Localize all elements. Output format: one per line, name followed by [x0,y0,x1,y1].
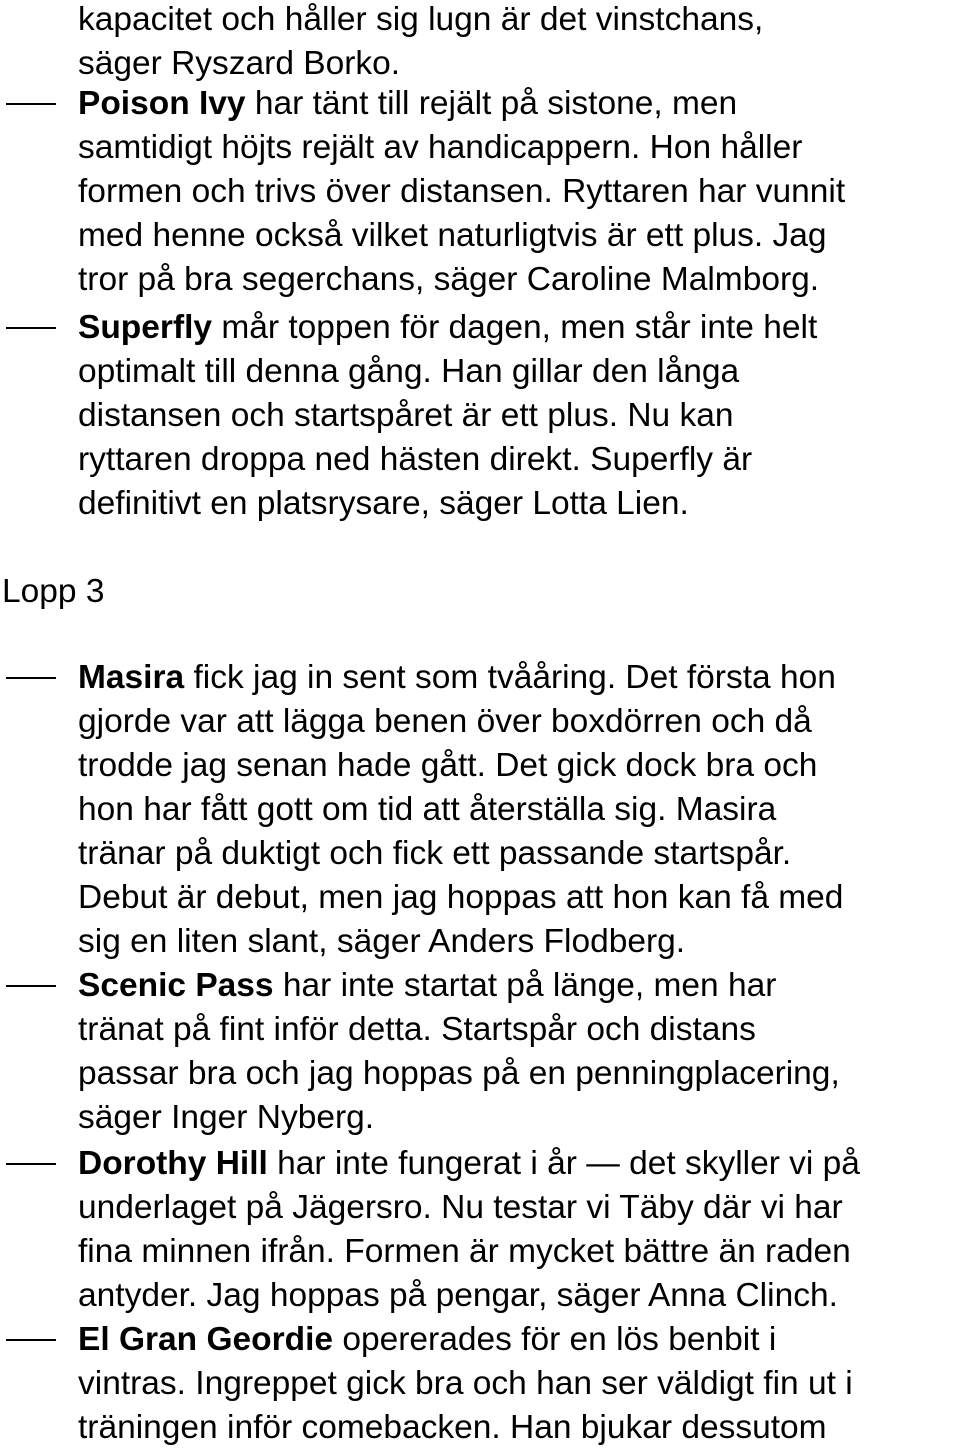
dash-bullet [6,1339,56,1341]
item-text [78,82,960,302]
item-text [78,1142,960,1318]
intro-text: kapacitet och håller sig lugn är det vinstchans, säger Ryszard Borko. [78,1,764,82]
horse-name: El Gran Geordie [78,1321,334,1358]
item-text [78,306,960,526]
item-body: opererades för en lös benbit i vintras. Ingreppet gick bra och han ser väldigt fin ut i träningen inför comebacken. Han bjukar dessutom [78,1321,853,1446]
item-body: mår toppen för dagen, men står inte helt optimalt till denna gång. Han gillar den långa distansen och startspåret är ett plus. Nu kan ryttaren droppa ned hästen direkt. Superfly är definitivt en platsrysare, säger Lotta Lien. [78,309,818,522]
item-text [78,964,960,1140]
horse-name: Masira [78,659,185,696]
horse-name: Poison Ivy [78,85,246,122]
item-body: har inte fungerat i år — det skyller vi på underlaget på Jägersro. Nu testar vi Täby där vi har fina minnen ifrån. Formen är mycket bättre än raden antyder. Jag hoppas på pengar, säger Anna Clinch. [78,1145,860,1314]
horse-name: Dorothy Hill [78,1145,268,1182]
horse-name: Scenic Pass [78,967,274,1004]
item-body: har tänt till rejält på sistone, men samtidigt höjts rejält av handicappern. Hon håller formen och trivs över distansen. Ryttaren har vunnit med henne också vilket naturligtvis är ett plus. Jag tror på bra segerchans, säger Caroline Malmborg. [78,85,846,298]
dash-bullet [6,103,56,105]
item-text [78,656,960,964]
dash-bullet [6,677,56,679]
dash-bullet [6,985,56,987]
dash-bullet [6,1163,56,1165]
item-body: har inte startat på länge, men har tränat på fint inför detta. Startspår och distans passar bra och jag hoppas på en penningplacering, säger Inger Nyberg. [78,967,840,1136]
item-text [78,1318,960,1450]
section-heading: Lopp 3 [2,573,105,610]
item-body: fick jag in sent som tvååring. Det första hon gjorde var att lägga benen över boxdörren och då trodde jag senan hade gått. Det gick dock bra och hon har fått gott om tid att återställa sig. Masira tränar på duktigt och fick ett passande startspår. Debut är debut, men jag hoppas att hon kan få med sig en liten slant, säger Anders Flodberg. [78,659,844,960]
dash-bullet [6,327,56,329]
horse-name: Superfly [78,309,213,346]
